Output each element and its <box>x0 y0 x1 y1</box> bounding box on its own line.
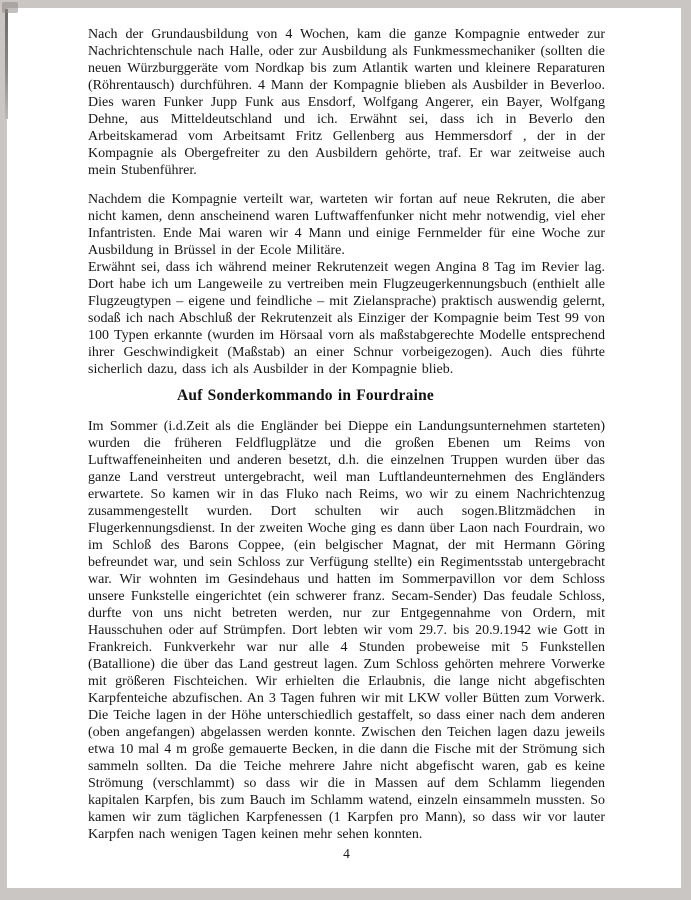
body-paragraph-1: Nach der Grundausbildung von 4 Wochen, kam die ganze Kompagnie entweder zur Nachrichtenschule nach Halle, oder zur Ausbildung als Funkmessmechaniker (sollten die neuen Würzburggeräte vom Nordkap bis zum Atlantik warten und kleinere Reparaturen (Röhrentausch) durchführen. 4 Mann der Kompagnie blieben als Ausbilder in Beverloo. Dies waren Funker Jupp Funk aus Ensdorf, Wolfgang Angerer, ein Bayer, Wolfgang Dehne, aus Mitteldeutschland und ich. Erwähnt sei, dass ich in Beverlo den Arbeitskamerad vom Arbeitsamt Fritz Gellenberg aus Hemmersdorf , der in der Kompagnie als Obergefreiter zu den Ausbildern gehörte, traf. Er war zeitweise auch mein Stubenführer. <box>88 27 605 178</box>
page-number: 4 <box>343 846 350 861</box>
body-paragraph-2: Nachdem die Kompagnie verteilt war, warteten wir fortan auf neue Rekruten, die aber nicht kamen, denn anscheinend waren Luftwaffenfunker nicht mehr notwendig, viel eher Infantristen. Ende Mai waren wir 4 Mann und einige Fernmelder für eine Woche zur Ausbildung in Brüssel in der Ecole Militäre. <box>88 192 605 258</box>
section-heading: Auf Sonderkommando in Fourdraine <box>176 387 434 404</box>
page-content <box>88 26 605 843</box>
body-paragraph-3: Erwähnt sei, dass ich während meiner Rekrutenzeit wegen Angina 8 Tag im Revier lag. Dort habe ich um Langeweile zu vertreiben mein Flugzeugerkennungsbuch (enthielt alle Flugzeugtypen – eigene und feindliche – mit Zielansprache) praktisch auswendig gelernt, sodaß ich nach Abschluß der Rekrutenzeit als Einziger der Kompagnie beim Test 99 von 100 Typen erkannte (wurden im Hörsaal vorn als maßstabgerechte Modelle entsprechend ihrer Geschwindigkeit (Maßstab) an einer Schnur vorbeigezogen). Auch dies führte sicherlich dazu, dass ich als Ausbilder in der Kompagnie blieb. <box>88 260 605 377</box>
scan-edge-artifact <box>5 9 8 119</box>
scan-corner-artifact <box>2 2 18 13</box>
body-paragraph-4: Im Sommer (i.d.Zeit als die Engländer bei Dieppe ein Landungsunternehmen starteten) wurden die früheren Feldflugplätze und die großen Ebenen um Reims von Luftwaffeneinheiten und anderen besetzt, d.h. die einzelnen Truppen wurden über das ganze Land verstreut untergebracht, weil man Luftlandeunternehmen des Engländers erwartete. So kamen wir in das Fluko nach Reims, wo wir zu einem Nachrichtenzug zusammengestellt wurden. Dort schulten wir auch sogen.Blitzmädchen in Flugerkennungsdienst. In der zweiten Woche ging es dann über Laon nach Fourdrain, wo im Schloß des Barons Coppee, (ein belgischer Magnat, der mit Hermann Göring befreundet war, und sein Schloss zur Verfügung stellte) ein Regimentsstab untergebracht war. Wir wohnten im Gesindehaus und hatten im Sommerpavillon vor dem Schloss unsere Funkstelle eingerichtet (ein schwerer franz. Secam-Sender) Das feudale Schloss, durfte von uns nicht betreten werden, nur zur Entgegennahme von Ordern, mit Hausschuhen oder auf Strümpfen. Dort lebten wir vom 29.7. bis 20.9.1942 wie Gott in Frankreich. Funkverkehr war nur alle 4 Stunden probeweise mit 5 Funkstellen (Batallione) die über das Land gestreut lagen. Zum Schloss gehörten mehrere Vorwerke mit größeren Fischteichen. Wir erhielten die Erlaubnis, die lange nicht abgefischten Karpfenteiche abzufischen. An 3 Tagen fuhren wir mit LKW voller Bütten zum Vorwerk. Die Teiche lagen in der Höhe unterschiedlich gestaffelt, so dass einer nach dem anderen (oben angefangen) abgelassen werden konnte. Zwischen den Teichen lagen dazu jeweils etwa 10 mal 4 m große gemauerte Becken, in die dann die Fische mit der Strömung sich sammeln sollten. Da die Teiche mehrere Jahre nicht abgefischt waren, gab es keine Strömung (verschlammt) so dass wir die in Massen auf dem Schlamm liegenden kapitalen Karpfen, bis zum Bauch im Schlamm watend, einzeln einsammeln mussten. So kamen wir zum täglichen Karpfenessen (1 Karpfen pro Mann), so dass wir vor lauter Karpfen nach wenigen Tagen keinen mehr sehen konnten. <box>88 419 605 842</box>
document-page <box>7 8 681 888</box>
